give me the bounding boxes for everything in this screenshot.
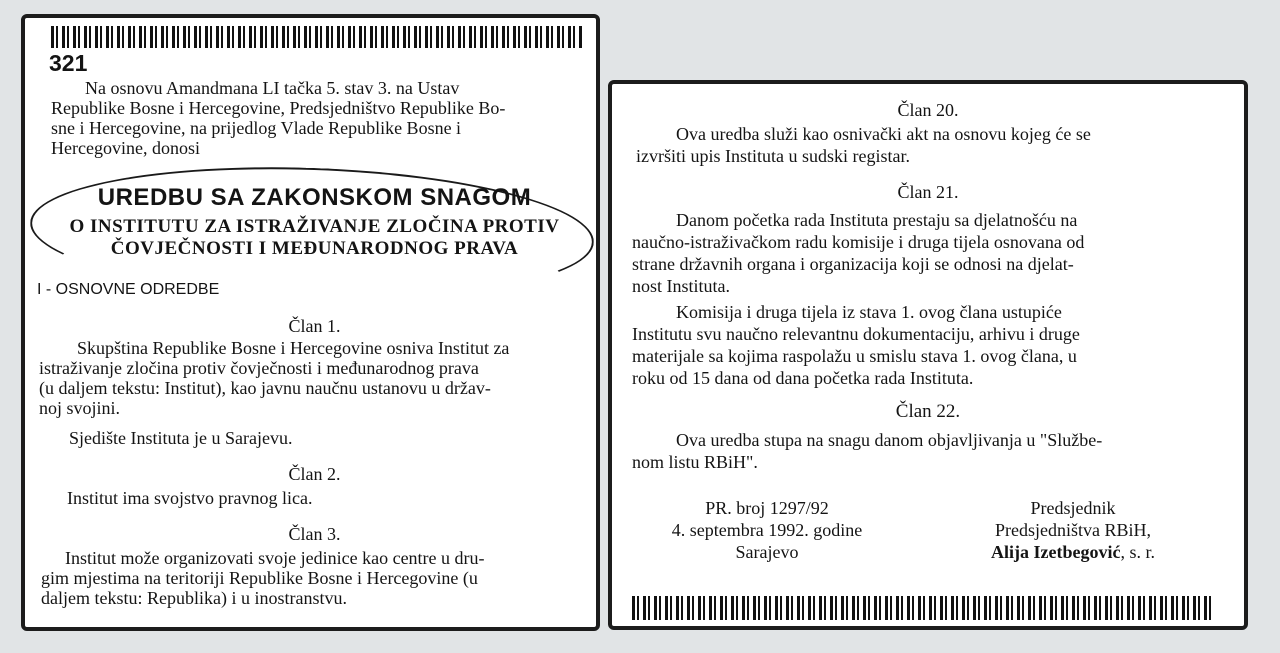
signer-suffix: , s. r. — [1120, 542, 1155, 562]
article-line: (u daljem tekstu: Institut), kao javnu naučnu ustanovu u držav- — [39, 378, 491, 398]
article-line: gim mjestima na teritoriji Republike Bosne i Hercegovine (u — [41, 568, 478, 588]
article-line: Skupština Republike Bosne i Hercegovine osniva Institut za — [77, 338, 510, 358]
article-line: Institut ima svojstvo pravnog lica. — [67, 488, 313, 508]
article-line: Danom početka rada Instituta prestaju sa djelatnošću na — [676, 210, 1078, 230]
article-line: nost Instituta. — [632, 276, 730, 296]
article-line: istraživanje zločina protiv čovječnosti i međunarodnog prava — [39, 358, 479, 378]
article-line: Komisija i druga tijela iz stava 1. ovog člana ustupiće — [676, 302, 1062, 322]
signer-title: Predsjedništva RBiH, — [995, 520, 1151, 540]
article-line: nom listu RBiH". — [632, 452, 758, 472]
document-title: UREDBU SA ZAKONSKOM SNAGOM — [97, 184, 532, 211]
article-line: strane državnih organa i organizacija koji se odnosi na djelat- — [632, 254, 1074, 274]
article-line: Sjedište Instituta je u Sarajevu. — [69, 428, 293, 448]
intro-line: Hercegovine, donosi — [51, 138, 200, 158]
article-heading: Član 22. — [895, 401, 961, 422]
article-line: izvršiti upis Instituta u sudski registar. — [636, 146, 910, 166]
article-heading: Član 2. — [288, 464, 341, 484]
signer-name — [928, 542, 1218, 562]
barcode-strip — [51, 26, 583, 48]
article-line: Ova uredba služi kao osnivački akt na osnovu kojeg će se — [676, 124, 1091, 144]
barcode-strip — [632, 596, 1214, 620]
article-line: Institut može organizovati svoje jedinice kao centre u dru- — [65, 548, 485, 568]
document-place: Sarajevo — [735, 542, 799, 562]
article-line: naučno-istraživačkom radu komisije i druga tijela osnovana od — [632, 232, 1085, 252]
article-heading: Član 20. — [897, 100, 959, 120]
document-subtitle: ČOVJEČNOSTI I MEĐUNARODNOG PRAVA — [110, 238, 519, 259]
signer-title: Predsjednik — [1030, 498, 1116, 518]
reference-number: PR. broj 1297/92 — [705, 498, 829, 518]
document-date: 4. septembra 1992. godine — [671, 520, 863, 540]
section-heading: I - OSNOVNE ODREDBE — [37, 281, 220, 298]
article-heading: Član 1. — [288, 316, 341, 336]
article-heading: Član 3. — [288, 524, 341, 544]
document-page-right — [608, 80, 1248, 630]
article-line: roku od 15 dana od dana početka rada Instituta. — [632, 368, 974, 388]
article-line: Ova uredba stupa na snagu danom objavljivanja u "Službe- — [676, 430, 1103, 450]
article-line: daljem tekstu: Republika) i u inostranstvu. — [41, 588, 347, 608]
intro-line: Na osnovu Amandmana LI tačka 5. stav 3. na Ustav — [85, 78, 460, 98]
intro-line: sne i Hercegovine, na prijedlog Vlade Republike Bosne i — [51, 118, 462, 138]
article-line: noj svojini. — [39, 398, 121, 418]
signer-name-text: Alija Izetbegović — [991, 542, 1121, 562]
document-number: 321 — [49, 50, 88, 76]
article-line: materijale sa kojima raspolažu u smislu stava 1. ovog člana, u — [632, 346, 1077, 366]
document-subtitle: O INSTITUTU ZA ISTRAŽIVANJE ZLOČINA PROTIV — [69, 216, 560, 237]
article-heading: Član 21. — [897, 182, 959, 202]
intro-line: Republike Bosne i Hercegovine, Predsjedništvo Republike Bo- — [51, 98, 506, 118]
article-line: Institutu svu naučno relevantnu dokumentaciju, arhivu i druge — [632, 324, 1080, 344]
document-page-left — [21, 14, 600, 631]
